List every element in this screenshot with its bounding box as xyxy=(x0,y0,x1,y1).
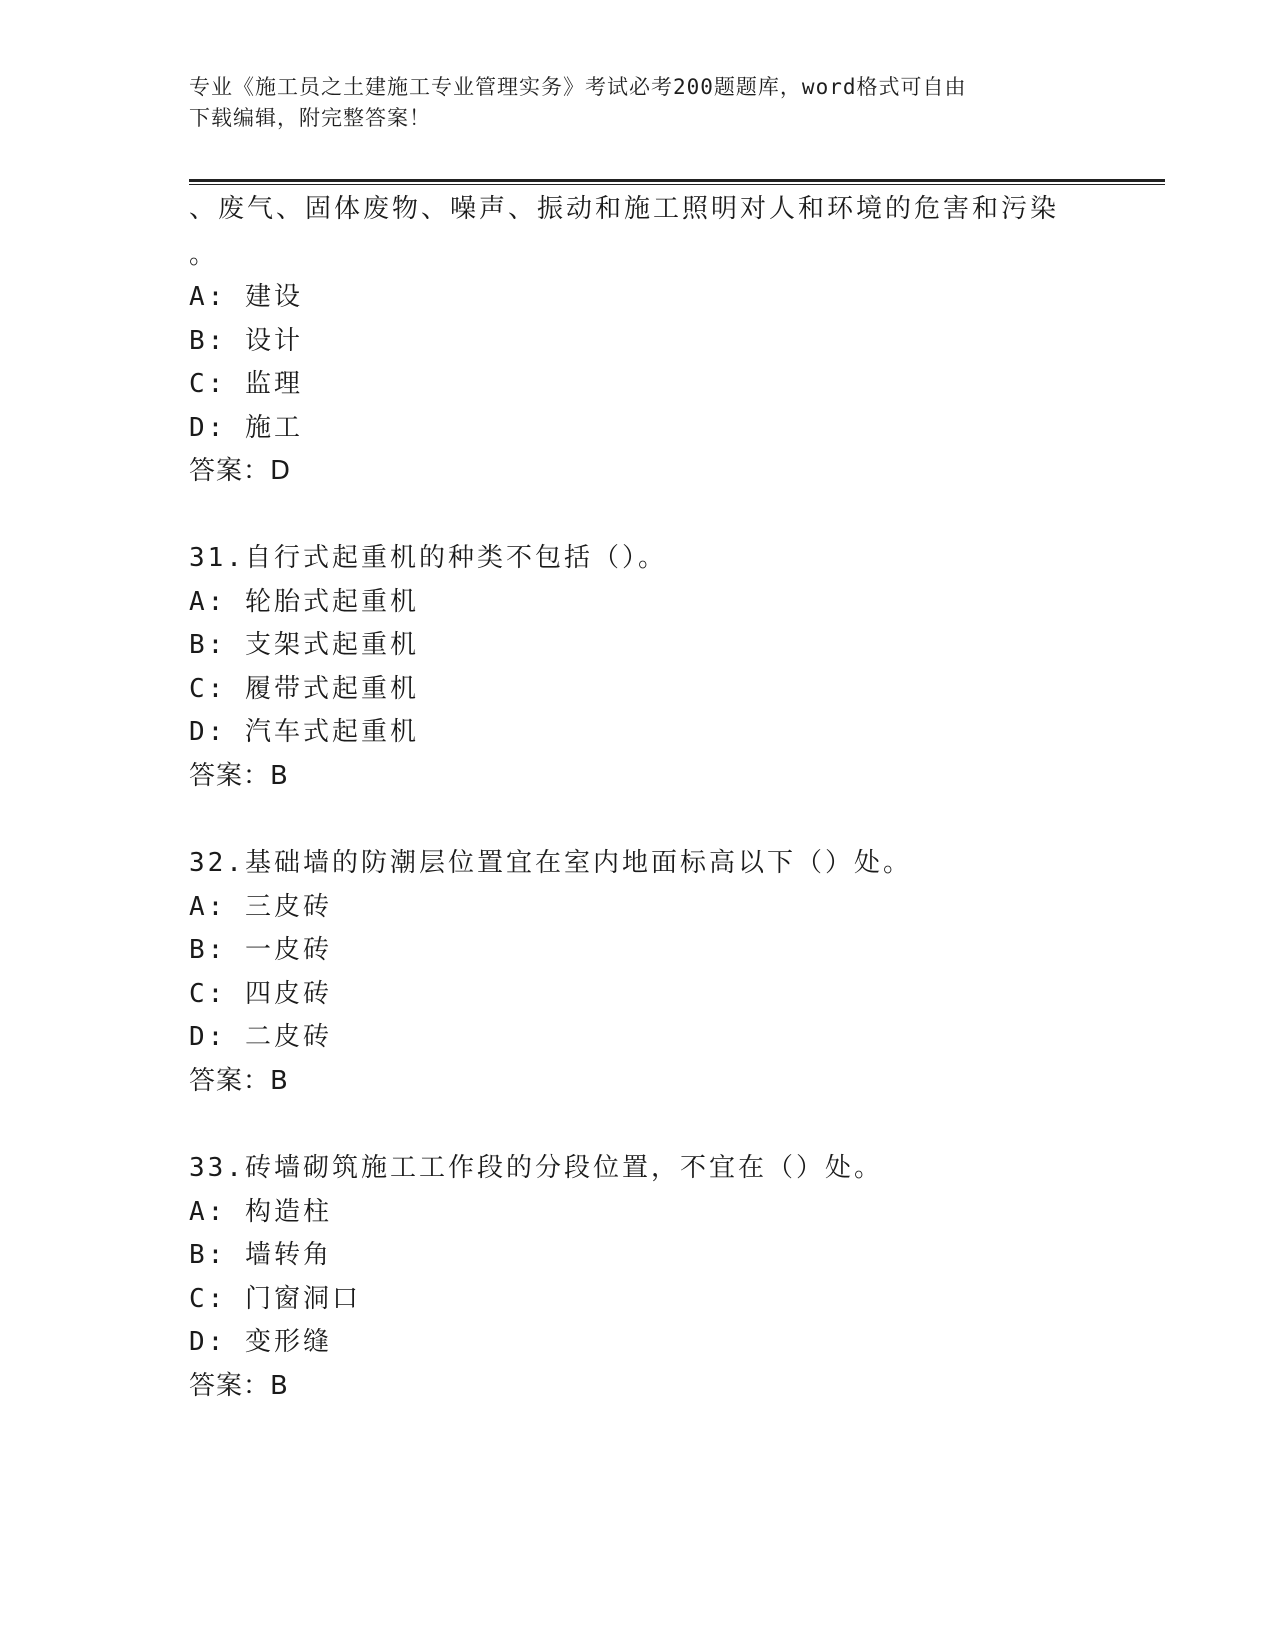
question-32-option-a: A: 三皮砖 xyxy=(189,892,332,922)
question-31-stem: 31.自行式起重机的种类不包括（）。 xyxy=(189,543,667,573)
option-c: C: 监理 xyxy=(189,369,303,399)
question-33-stem: 33.砖墙砌筑施工工作段的分段位置，不宜在（）处。 xyxy=(189,1153,883,1183)
question-33-option-d: D: 变形缝 xyxy=(189,1327,332,1357)
question-31-option-a: A: 轮胎式起重机 xyxy=(189,587,419,617)
question-31-option-c: C: 履带式起重机 xyxy=(189,674,419,704)
question-32-option-b: B: 一皮砖 xyxy=(189,935,332,965)
option-d: D: 施工 xyxy=(189,413,303,443)
option-a: A: 建设 xyxy=(189,282,303,312)
header-line-1: 专业《施工员之土建施工专业管理实务》考试必考200题题库，word格式可自由 xyxy=(189,75,967,99)
option-b: B: 设计 xyxy=(189,326,303,356)
question-32-answer: 答案：B xyxy=(189,1066,289,1096)
question-33-option-b: B: 墙转角 xyxy=(189,1240,332,1270)
question-32-option-d: D: 二皮砖 xyxy=(189,1022,332,1052)
question-33-option-c: C: 门窗洞口 xyxy=(189,1284,361,1314)
continuation-line-2: 。 xyxy=(189,240,219,270)
question-33-option-a: A: 构造柱 xyxy=(189,1197,332,1227)
question-31-option-d: D: 汽车式起重机 xyxy=(189,717,419,747)
question-32-stem: 32.基础墙的防潮层位置宜在室内地面标高以下（）处。 xyxy=(189,848,912,878)
header-line-2: 下载编辑，附完整答案！ xyxy=(189,106,431,130)
answer-line: 答案：D xyxy=(189,456,292,486)
question-32-option-c: C: 四皮砖 xyxy=(189,979,332,1009)
question-33-answer: 答案：B xyxy=(189,1371,289,1401)
question-31-option-b: B: 支架式起重机 xyxy=(189,630,419,660)
question-31-answer: 答案：B xyxy=(189,761,289,791)
header-rule-thick xyxy=(189,179,1165,182)
header-rule-thin xyxy=(189,184,1165,185)
continuation-line-1: 、废气、固体废物、噪声、振动和施工照明对人和环境的危害和污染 xyxy=(189,194,1060,224)
document-header xyxy=(189,72,1069,134)
